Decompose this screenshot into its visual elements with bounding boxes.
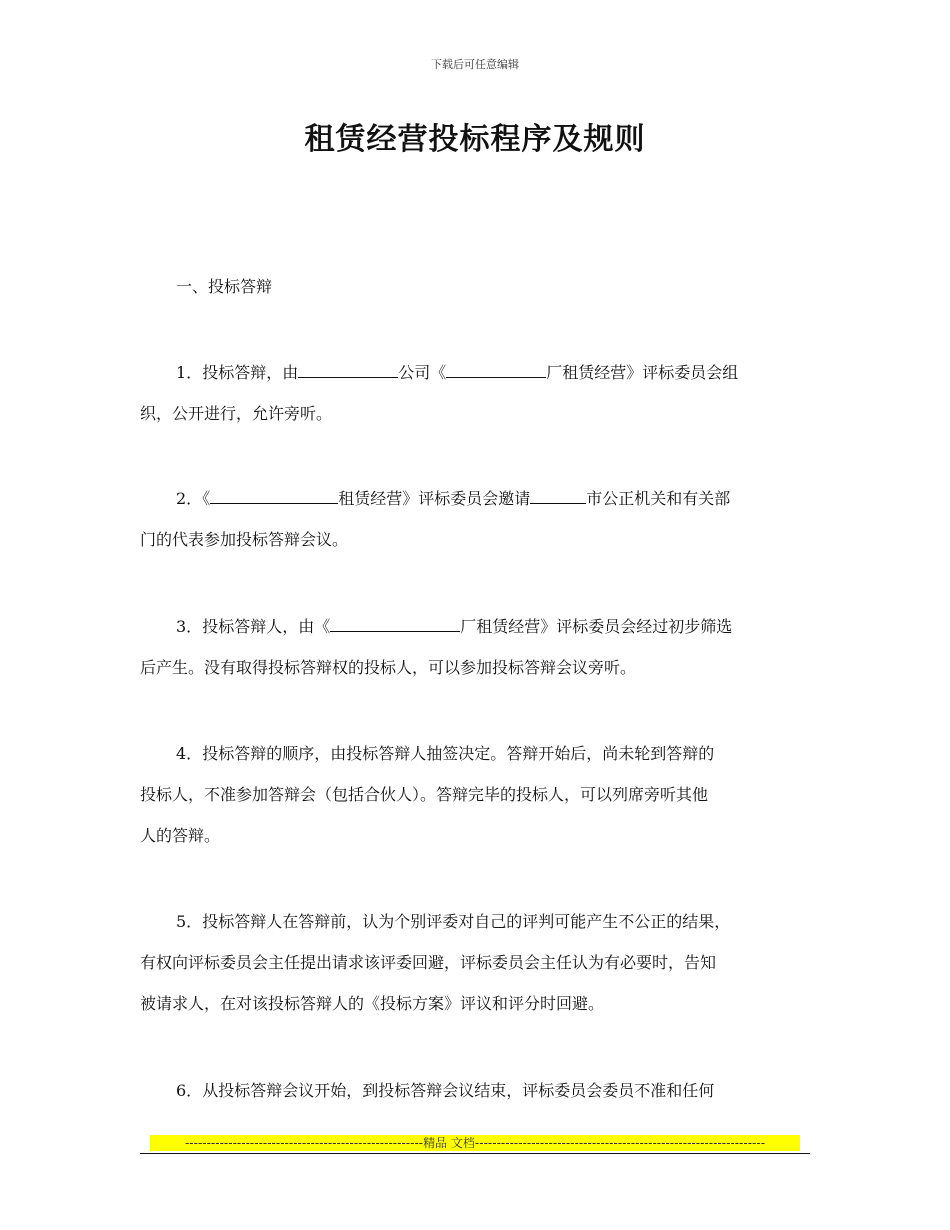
paragraph-4-text: 4．投标答辩的顺序，由投标答辩人抽签决定。答辩开始后，尚未轮到答辩的 [176, 744, 715, 763]
fill-blank [330, 613, 460, 632]
footer-divider [140, 1153, 810, 1154]
paragraph-5-number: 5． [176, 912, 203, 931]
section-heading: 一、投标答辩 [176, 277, 273, 296]
paragraph-2: 2．《 租赁经营》评标委员会邀请 市公正机关和有关部 门的代表参加投标答辩会议。 [140, 478, 812, 560]
paragraph-1-number: 1． [176, 363, 203, 382]
document-title: 租赁经营投标程序及规则 [304, 122, 646, 157]
fill-blank [210, 485, 338, 504]
paragraph-3-text: 3．投标答辩人，由《 厂租赁经营》评标委员会经过初步筛选 [140, 606, 812, 647]
paragraph-3: 3．投标答辩人，由《 厂租赁经营》评标委员会经过初步筛选 后产生。没有取得投标答辩权的投标人，可以参加投标答辩会议旁听。 [140, 606, 812, 688]
fill-blank [530, 485, 586, 504]
paragraph-2-text: 2．《 租赁经营》评标委员会邀请 市公正机关和有关部 [140, 478, 812, 519]
paragraph-1-text: 1．投标答辩，由 公司《 厂租赁经营》评标委员会组 [140, 352, 812, 393]
page-header: 下载后可任意编辑 [431, 58, 519, 71]
paragraph-1: 1．投标答辩，由 公司《 厂租赁经营》评标委员会组 织，公开进行，允许旁听。 [140, 352, 812, 434]
fill-blank [446, 359, 546, 378]
paragraph-4-number: 4． [176, 744, 203, 763]
paragraph-5-text: 5．投标答辩人在答辩前，认为个别评委对自己的评判可能产生不公正的结果， [176, 912, 731, 931]
paragraph-2-number: 2． [176, 489, 203, 508]
fill-blank [298, 359, 398, 378]
paragraph-6-text: 6．从投标答辩会议开始，到投标答辩会议结束，评标委员会委员不准和任何 [176, 1081, 715, 1100]
paragraph-3-number: 3． [176, 617, 203, 636]
paragraph-4: 4．投标答辩的顺序，由投标答辩人抽签决定。答辩开始后，尚未轮到答辩的 投标人，不准参加答辩会（包括合伙人）。答辩完毕的投标人，可以列席旁听其他 人的答辩。 [140, 733, 812, 856]
section-heading-block [140, 266, 812, 307]
paragraph-6-number: 6． [176, 1081, 203, 1100]
footer-watermark-band: -------------------------------------------------------精品 文档------------------------------------------------------------------- [150, 1135, 800, 1151]
paragraph-5: 5．投标答辩人在答辩前，认为个别评委对自己的评判可能产生不公正的结果， 有权向评标委员会主任提出请求该评委回避，评标委员会主任认为有必要时，告知 被请求人，在对该投标答辩人的《投标方案》评议和评分时回避。 [140, 901, 812, 1024]
paragraph-6 [140, 1070, 812, 1111]
